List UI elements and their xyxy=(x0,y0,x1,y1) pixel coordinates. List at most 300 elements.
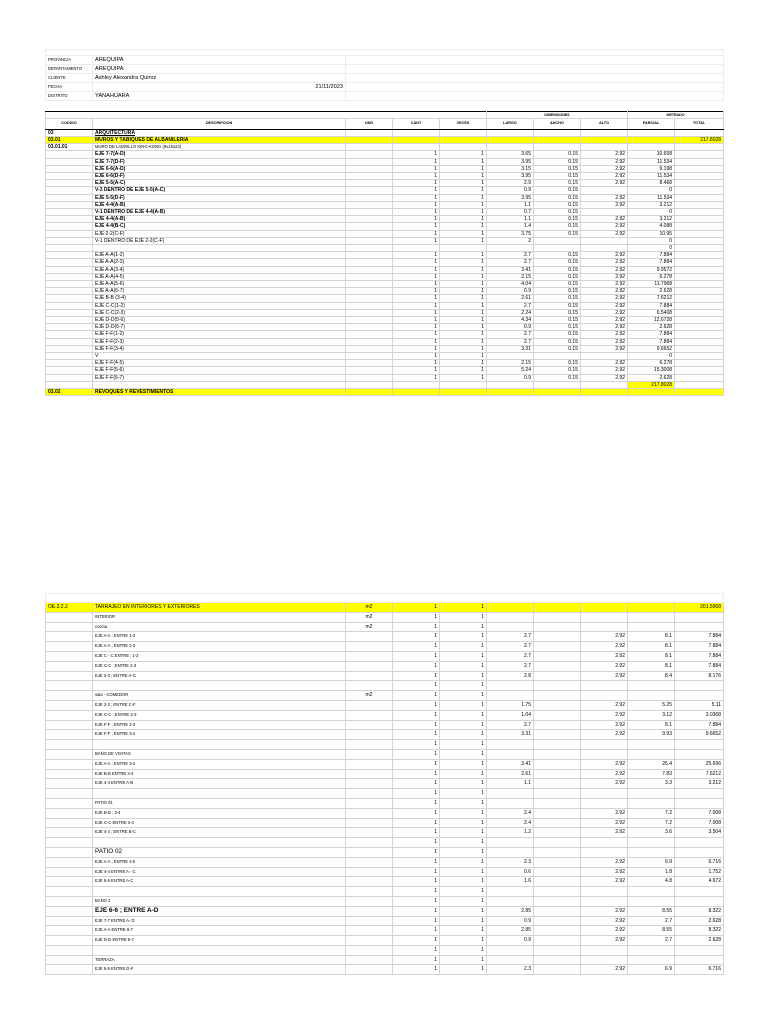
row-ancho: 0.15 xyxy=(534,324,581,331)
row-descripcion: EJE 4-4 ; ENTRE B-C xyxy=(93,828,346,838)
table-row xyxy=(46,789,724,799)
row-parcial: 4.8 xyxy=(628,877,675,887)
row-descripcion: EJE 6-6 ; ENTRE A-D xyxy=(93,906,346,916)
row-largo xyxy=(487,353,534,360)
row-cant: 1 xyxy=(393,230,440,237)
row-veces: 1 xyxy=(440,740,487,750)
provincia-value: AREQUIPA xyxy=(93,56,346,65)
row-cant: 1 xyxy=(393,916,440,926)
row-descripcion: EJE D-D(6-7) xyxy=(93,324,346,331)
row-parcial: 7.884 xyxy=(628,338,675,345)
row-cant: 1 xyxy=(393,798,440,808)
table-row xyxy=(46,244,724,251)
row-cant: 1 xyxy=(393,216,440,223)
table-row xyxy=(46,769,724,779)
metrado-muros-table xyxy=(45,111,724,396)
row-und xyxy=(346,789,393,799)
row-largo xyxy=(487,749,534,759)
row-descripcion: sala - COMEDOR xyxy=(93,691,346,701)
row-descripcion: EJE F-F(2-3) xyxy=(93,338,346,345)
table-row xyxy=(46,749,724,759)
row-cant: 1 xyxy=(393,367,440,374)
section-row-arquitectura xyxy=(46,129,724,136)
row-veces: 1 xyxy=(440,338,487,345)
row-parcial: 9.6652 xyxy=(628,345,675,352)
row-alto xyxy=(581,740,628,750)
row-descripcion: EJE 7-7 ENTRE A- D xyxy=(93,916,346,926)
row-descripcion: EJE A-A ; ENTRE 4-5 xyxy=(93,857,346,867)
row-descripcion: EJE 5-5(A-C) xyxy=(93,180,346,187)
row-veces: 1 xyxy=(440,331,487,338)
distrito-label: DISTRITO xyxy=(46,92,93,101)
table-row xyxy=(46,916,724,926)
row-und xyxy=(346,808,393,818)
row-total xyxy=(675,896,724,906)
row-alto xyxy=(581,955,628,965)
row-parcial: 26.4 xyxy=(628,759,675,769)
row-cant: 1 xyxy=(393,661,440,671)
row-alto xyxy=(581,838,628,848)
row-total: 9.6652 xyxy=(675,730,724,740)
section-code: 03 xyxy=(46,129,93,136)
row-ancho: 0.15 xyxy=(534,194,581,201)
row-descripcion: EJE A-A ; ENTRE 2-3 xyxy=(93,642,346,652)
table-row xyxy=(46,887,724,897)
row-total: 8.322 xyxy=(675,906,724,916)
row-largo: 2.7 xyxy=(487,642,534,652)
row-parcial: 2.7 xyxy=(628,916,675,926)
row-total: 3.0368 xyxy=(675,710,724,720)
row-descripcion: EJE F-F ; ENTRE 3-4 xyxy=(93,730,346,740)
row-cant: 1 xyxy=(393,266,440,273)
row-veces: 1 xyxy=(440,353,487,360)
row-parcial xyxy=(628,896,675,906)
row-descripcion: EJE A-A(2-3) xyxy=(93,259,346,266)
row-cant: 1 xyxy=(393,237,440,244)
row-descripcion: EJE 4-4 ENTRE A - C xyxy=(93,867,346,877)
row-und xyxy=(346,740,393,750)
table-row xyxy=(46,877,724,887)
row-alto xyxy=(581,681,628,691)
row-veces: 1 xyxy=(440,828,487,838)
subsection2-code: 03.01.01 xyxy=(46,144,93,151)
table-row xyxy=(46,896,724,906)
row-parcial: 8.4 xyxy=(628,671,675,681)
row-cant: 1 xyxy=(393,374,440,381)
row-alto: 2.92 xyxy=(581,759,628,769)
row-largo: 2.7 xyxy=(487,651,534,661)
row-total xyxy=(675,612,724,622)
row-largo: 2.8 xyxy=(487,671,534,681)
row-alto xyxy=(581,237,628,244)
row-cant: 1 xyxy=(393,700,440,710)
row-cant: 1 xyxy=(393,360,440,367)
row-alto: 2.92 xyxy=(581,194,628,201)
row-parcial xyxy=(628,622,675,632)
table-row xyxy=(46,955,724,965)
row-ancho: 0.15 xyxy=(534,295,581,302)
row-total xyxy=(675,749,724,759)
row-descripcion: V-1 DENTRO DE EJE 2-2(C-F) xyxy=(93,237,346,244)
table-row xyxy=(46,612,724,622)
row-largo xyxy=(487,691,534,701)
row-alto: 2.92 xyxy=(581,180,628,187)
row-parcial: 2.628 xyxy=(628,374,675,381)
row-und: m2 xyxy=(346,691,393,701)
row-und xyxy=(346,916,393,926)
row-cant: 1 xyxy=(393,857,440,867)
row-ancho: 0.15 xyxy=(534,201,581,208)
section-desc: ARQUITECTURA xyxy=(93,129,346,136)
row-ancho: 0.15 xyxy=(534,309,581,316)
row-parcial: 8.1 xyxy=(628,661,675,671)
row-parcial: 8.468 xyxy=(628,180,675,187)
row-total: 2.628 xyxy=(675,916,724,926)
departamento-label: DEPARTAMENTO xyxy=(46,65,93,74)
row-und xyxy=(346,700,393,710)
row-parcial: 7.2 xyxy=(628,808,675,818)
row-und xyxy=(346,945,393,955)
row-parcial: 3.3 xyxy=(628,779,675,789)
departamento-value: AREQUIPA xyxy=(93,65,346,74)
row-veces: 1 xyxy=(440,266,487,273)
row-total: 3.504 xyxy=(675,828,724,838)
row-veces: 1 xyxy=(440,867,487,877)
row-parcial: 7.884 xyxy=(628,252,675,259)
row-und xyxy=(346,671,393,681)
row-cant: 1 xyxy=(393,887,440,897)
row-descripcion: EJE 4-4 ENTRE A-B xyxy=(93,779,346,789)
row-cant: 1 xyxy=(393,965,440,975)
row-cant: 1 xyxy=(393,730,440,740)
row-descripcion: EJE C-C ENTRE 3-4 xyxy=(93,818,346,828)
row-total: 7.6212 xyxy=(675,769,724,779)
tarrajeo-header-row xyxy=(46,603,724,613)
row-parcial: 2.7 xyxy=(628,936,675,946)
tarrajeo-desc: TARRAJEO EN INTERIORES Y EXTERIORES xyxy=(93,603,346,613)
row-total xyxy=(675,622,724,632)
row-largo: 2 xyxy=(487,237,534,244)
row-veces: 1 xyxy=(440,710,487,720)
row-veces: 1 xyxy=(440,165,487,172)
sum-parcial: 217.8028 xyxy=(628,381,675,388)
row-total: 25.696 xyxy=(675,759,724,769)
table-row xyxy=(46,223,724,230)
row-veces: 1 xyxy=(440,612,487,622)
row-und xyxy=(346,642,393,652)
row-total: 7.884 xyxy=(675,720,724,730)
subsection-desc: MUROS Y TABIQUES DE ALBAÑILERIA xyxy=(93,136,346,143)
row-parcial: 3.212 xyxy=(628,201,675,208)
row-parcial: 7.83 xyxy=(628,769,675,779)
row-total xyxy=(675,789,724,799)
row-und xyxy=(346,798,393,808)
row-ancho: 0.15 xyxy=(534,266,581,273)
row-veces: 1 xyxy=(440,965,487,975)
row-largo: 4.34 xyxy=(487,316,534,323)
row-alto: 2.92 xyxy=(581,273,628,280)
row-total: 8.176 xyxy=(675,671,724,681)
row-veces: 1 xyxy=(440,798,487,808)
row-und xyxy=(346,838,393,848)
row-largo: 2.3 xyxy=(487,965,534,975)
row-total: 7.008 xyxy=(675,818,724,828)
row-und xyxy=(346,887,393,897)
row-descripcion: TERRAZA xyxy=(93,955,346,965)
column-header-row xyxy=(46,119,724,130)
row-veces: 1 xyxy=(440,877,487,887)
row-cant: 1 xyxy=(393,158,440,165)
row-descripcion: EJE C-C ; ENYRE 2-3 xyxy=(93,710,346,720)
row-cant: 1 xyxy=(393,828,440,838)
table-row xyxy=(46,345,724,352)
fecha-value: 21/11/2023 xyxy=(93,83,346,92)
table-row xyxy=(46,671,724,681)
table-row xyxy=(46,259,724,266)
table-row xyxy=(46,273,724,280)
row-und xyxy=(346,681,393,691)
tarrajeo-total: 201.5968 xyxy=(675,603,724,613)
col-ancho: ANCHO xyxy=(534,119,581,130)
row-largo: 1.75 xyxy=(487,700,534,710)
row-alto: 2.92 xyxy=(581,642,628,652)
info-row-distrito xyxy=(46,92,724,101)
row-largo: 4.04 xyxy=(487,280,534,287)
row-alto: 2.92 xyxy=(581,165,628,172)
row-descripcion: EJE 4-4(A-B) xyxy=(93,216,346,223)
row-largo: 1.1 xyxy=(487,216,534,223)
distrito-value: YANAHUARA xyxy=(93,92,346,101)
row-alto: 2.92 xyxy=(581,965,628,975)
row-largo: 3.31 xyxy=(487,730,534,740)
row-total: 7.008 xyxy=(675,808,724,818)
row-total xyxy=(675,945,724,955)
row-cant: 1 xyxy=(393,151,440,158)
row-veces: 1 xyxy=(440,223,487,230)
row-veces: 1 xyxy=(440,955,487,965)
tarrajeo-code: OE.3.2.2 xyxy=(46,603,93,613)
row-descripcion: EJE A-A(3-4) xyxy=(93,266,346,273)
row-veces: 1 xyxy=(440,671,487,681)
row-alto xyxy=(581,789,628,799)
row-veces: 1 xyxy=(440,360,487,367)
col-und: UND xyxy=(346,119,393,130)
row-ancho: 0.15 xyxy=(534,208,581,215)
row-alto: 2.92 xyxy=(581,158,628,165)
row-descripcion: V-3 DENTRO DE EJE 5-5(A-C) xyxy=(93,187,346,194)
row-cant: 1 xyxy=(393,691,440,701)
row-veces: 1 xyxy=(440,237,487,244)
row-parcial: 0 xyxy=(628,237,675,244)
row-veces: 1 xyxy=(440,838,487,848)
row-parcial: 15.3008 xyxy=(628,367,675,374)
row-cant: 1 xyxy=(393,632,440,642)
row-ancho: 0.15 xyxy=(534,273,581,280)
row-descripcion: EJE 6-6(D-F) xyxy=(93,172,346,179)
row-total xyxy=(675,691,724,701)
table-row xyxy=(46,151,724,158)
row-cant: 1 xyxy=(393,847,440,857)
row-largo: 2.7 xyxy=(487,302,534,309)
row-veces: 1 xyxy=(440,926,487,936)
row-total: 4.672 xyxy=(675,877,724,887)
row-largo: 2.61 xyxy=(487,769,534,779)
row-cant: 1 xyxy=(393,622,440,632)
col-largo: LARGO xyxy=(487,119,534,130)
row-ancho xyxy=(534,237,581,244)
row-ancho: 0.15 xyxy=(534,180,581,187)
row-cant: 1 xyxy=(393,316,440,323)
row-veces: 1 xyxy=(440,749,487,759)
row-largo: 1.1 xyxy=(487,201,534,208)
row-parcial: 7.6212 xyxy=(628,295,675,302)
row-largo xyxy=(487,847,534,857)
table-row xyxy=(46,691,724,701)
row-parcial xyxy=(628,945,675,955)
row-largo: 2.61 xyxy=(487,295,534,302)
row-parcial: 12.6728 xyxy=(628,316,675,323)
row-ancho: 0.15 xyxy=(534,259,581,266)
row-descripcion: EJE C - C ENTRE ; 1-2 xyxy=(93,651,346,661)
row-veces: 1 xyxy=(440,151,487,158)
row-largo: 3.95 xyxy=(487,194,534,201)
row-alto: 2.92 xyxy=(581,906,628,916)
table-row xyxy=(46,338,724,345)
row-descripcion: EJE A-A(6-7) xyxy=(93,288,346,295)
row-cant: 1 xyxy=(393,818,440,828)
row-largo: 2.15 xyxy=(487,273,534,280)
row-descripcion: EJE B-B ; 3-4 xyxy=(93,808,346,818)
row-cant: 1 xyxy=(393,273,440,280)
row-veces: 1 xyxy=(440,158,487,165)
row-veces: 1 xyxy=(440,818,487,828)
info-row-cliente xyxy=(46,74,724,83)
row-largo: 3.15 xyxy=(487,165,534,172)
row-largo xyxy=(487,740,534,750)
row-parcial xyxy=(628,740,675,750)
row-total: 7.884 xyxy=(675,632,724,642)
row-alto: 2.92 xyxy=(581,338,628,345)
row-largo xyxy=(487,612,534,622)
row-cant: 1 xyxy=(393,165,440,172)
row-total: 7.884 xyxy=(675,642,724,652)
table-row xyxy=(46,847,724,857)
row-alto: 2.92 xyxy=(581,151,628,158)
subsection-row-muro-ladrillo xyxy=(46,144,724,151)
tarrajeo-und: m2 xyxy=(346,603,393,613)
row-parcial: 8.1 xyxy=(628,720,675,730)
col-codigo: CODIGO xyxy=(46,119,93,130)
table-row xyxy=(46,172,724,179)
row-cant: 1 xyxy=(393,779,440,789)
row-descripcion: EJE 2-2(C-F) xyxy=(93,230,346,237)
row-und: m2 xyxy=(346,622,393,632)
row-parcial: 10.658 xyxy=(628,151,675,158)
row-alto: 2.92 xyxy=(581,769,628,779)
table-row xyxy=(46,661,724,671)
row-alto: 2.92 xyxy=(581,280,628,287)
row-total: 7.884 xyxy=(675,661,724,671)
row-largo: 3.65 xyxy=(487,151,534,158)
tarrajeo-cant: 1 xyxy=(393,603,440,613)
row-alto xyxy=(581,749,628,759)
row-alto xyxy=(581,691,628,701)
row-veces: 1 xyxy=(440,201,487,208)
row-cant: 1 xyxy=(393,338,440,345)
row-alto xyxy=(581,945,628,955)
row-veces: 1 xyxy=(440,295,487,302)
row-parcial xyxy=(628,681,675,691)
row-alto: 2.92 xyxy=(581,331,628,338)
row-descripcion: EJE A-A ENTRE 6-7 xyxy=(93,926,346,936)
row-alto: 2.92 xyxy=(581,926,628,936)
row-descripcion: EJE F-F(3-4) xyxy=(93,345,346,352)
row-cant: 1 xyxy=(393,223,440,230)
table-row xyxy=(46,331,724,338)
row-descripcion xyxy=(93,789,346,799)
table-row xyxy=(46,818,724,828)
row-veces: 1 xyxy=(440,194,487,201)
row-cant: 1 xyxy=(393,671,440,681)
row-descripcion xyxy=(93,740,346,750)
table-row xyxy=(46,252,724,259)
row-parcial: 0 xyxy=(628,187,675,194)
row-und xyxy=(346,818,393,828)
row-total xyxy=(675,955,724,965)
row-alto: 2.92 xyxy=(581,671,628,681)
row-total xyxy=(675,847,724,857)
row-parcial xyxy=(628,691,675,701)
row-descripcion: EJE A-A ; ENTRE 3-4 xyxy=(93,759,346,769)
row-und xyxy=(346,710,393,720)
row-descripcion: EJE 6-6(A-D) xyxy=(93,165,346,172)
row-alto: 2.92 xyxy=(581,661,628,671)
row-veces: 1 xyxy=(440,700,487,710)
row-alto: 2.92 xyxy=(581,857,628,867)
row-parcial: 2.628 xyxy=(628,288,675,295)
row-parcial: 5.25 xyxy=(628,700,675,710)
row-largo: 0.7 xyxy=(487,208,534,215)
table-row xyxy=(46,808,724,818)
row-largo: 1.1 xyxy=(487,779,534,789)
row-veces: 1 xyxy=(440,779,487,789)
row-cant: 1 xyxy=(393,808,440,818)
table-row xyxy=(46,295,724,302)
row-cant: 1 xyxy=(393,259,440,266)
row-cant: 1 xyxy=(393,769,440,779)
row-descripcion: V xyxy=(93,353,346,360)
row-descripcion: INTERIOR xyxy=(93,612,346,622)
row-largo: 2.85 xyxy=(487,906,534,916)
row-und xyxy=(346,955,393,965)
row-ancho: 0.15 xyxy=(534,367,581,374)
subsection-total: 217.8028 xyxy=(675,136,724,143)
row-parcial xyxy=(628,612,675,622)
row-veces: 1 xyxy=(440,681,487,691)
row-descripcion: EJE 4-4(B-C) xyxy=(93,223,346,230)
row-descripcion: V-1 DENTRO DE EJE 4-4(A-B) xyxy=(93,208,346,215)
footer-code: 03.02 xyxy=(46,389,93,396)
fecha-label: FECHA xyxy=(46,83,93,92)
row-und xyxy=(346,847,393,857)
row-ancho: 0.15 xyxy=(534,360,581,367)
tarrajeo-veces: 1 xyxy=(440,603,487,613)
table-row xyxy=(46,280,724,287)
row-descripcion: EJE 3-3 ; ENTRE A-C xyxy=(93,671,346,681)
table-row xyxy=(46,158,724,165)
table-row xyxy=(46,187,724,194)
row-descripcion: EJE F-F ; ENTRE 2-3 xyxy=(93,720,346,730)
